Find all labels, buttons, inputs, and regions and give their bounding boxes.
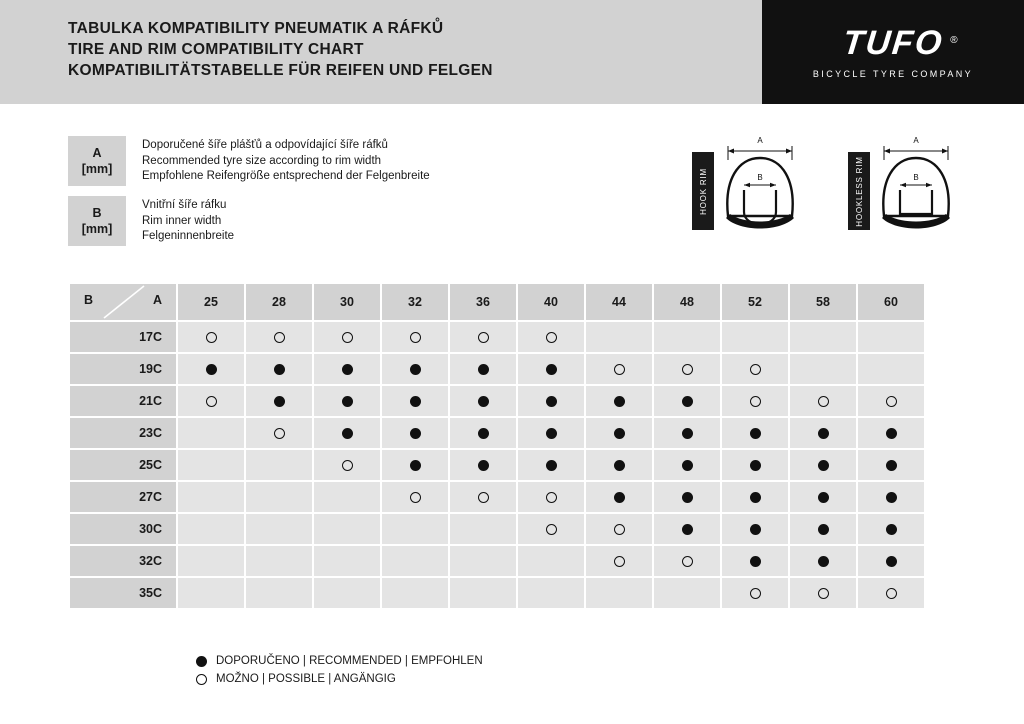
compat-cell xyxy=(518,354,584,384)
rim-label-hookless xyxy=(848,152,870,230)
page-title-cs: TABULKA KOMPATIBILITY PNEUMATIK A RÁFKŮ xyxy=(68,20,444,37)
open-dot-icon xyxy=(818,588,829,599)
filled-dot-icon xyxy=(818,524,829,535)
open-dot-icon xyxy=(614,556,625,567)
open-dot-icon xyxy=(750,364,761,375)
compat-cell xyxy=(382,482,448,512)
compat-cell xyxy=(858,322,924,352)
legend-key-a-unit: [mm] xyxy=(81,162,113,176)
compat-cell xyxy=(858,354,924,384)
filled-dot-icon xyxy=(274,364,285,375)
compat-cell xyxy=(178,546,244,576)
open-dot-icon xyxy=(682,556,693,567)
compat-cell xyxy=(314,546,380,576)
compat-cell xyxy=(518,514,584,544)
filled-dot-icon xyxy=(342,428,353,439)
compat-cell xyxy=(382,354,448,384)
header-titles xyxy=(0,0,762,104)
compat-cell xyxy=(722,354,788,384)
filled-dot-icon xyxy=(818,492,829,503)
rim-label-hookless-text: HOOKLESS RIM xyxy=(854,155,864,227)
open-dot-icon xyxy=(206,396,217,407)
column-header: 48 xyxy=(654,284,720,320)
legend-text-a xyxy=(142,136,430,185)
compat-cell xyxy=(586,578,652,608)
compat-cell xyxy=(858,450,924,480)
filled-dot-icon xyxy=(886,524,897,535)
compat-cell xyxy=(178,578,244,608)
open-dot-icon xyxy=(196,674,207,685)
symbol-legend-possible xyxy=(196,670,483,688)
measurement-legend xyxy=(68,136,430,256)
compat-cell xyxy=(654,322,720,352)
row-header: 32C xyxy=(70,546,176,576)
filled-dot-icon xyxy=(546,460,557,471)
compat-cell xyxy=(178,322,244,352)
filled-dot-icon xyxy=(614,396,625,407)
legend-text-b-de: Felgeninnenbreite xyxy=(142,230,235,242)
open-dot-icon xyxy=(274,332,285,343)
symbol-legend xyxy=(196,652,483,688)
compat-cell xyxy=(246,418,312,448)
filled-dot-icon xyxy=(478,428,489,439)
filled-dot-icon xyxy=(886,556,897,567)
rim-label-hook xyxy=(692,152,714,230)
compat-cell xyxy=(790,386,856,416)
compat-cell xyxy=(246,514,312,544)
compat-cell xyxy=(246,322,312,352)
filled-dot-icon xyxy=(818,460,829,471)
legend-text-a-de: Empfohlene Reifengröße entsprechend der Felgenbreite xyxy=(142,170,430,182)
compat-cell xyxy=(450,354,516,384)
filled-dot-icon xyxy=(750,428,761,439)
legend-key-b xyxy=(68,196,126,246)
corner-label-a: A xyxy=(152,293,162,307)
hook-rim-icon xyxy=(714,130,806,242)
compat-cell xyxy=(790,546,856,576)
compat-cell xyxy=(450,546,516,576)
compat-cell xyxy=(450,482,516,512)
compat-cell xyxy=(858,578,924,608)
compat-cell xyxy=(518,322,584,352)
compat-cell xyxy=(314,514,380,544)
page-title-en: TIRE AND RIM COMPATIBILITY CHART xyxy=(68,41,364,58)
row-header: 30C xyxy=(70,514,176,544)
compat-cell xyxy=(586,482,652,512)
compat-cell xyxy=(314,578,380,608)
compat-cell xyxy=(790,418,856,448)
filled-dot-icon xyxy=(546,428,557,439)
filled-dot-icon xyxy=(682,492,693,503)
filled-dot-icon xyxy=(614,492,625,503)
compat-cell xyxy=(246,354,312,384)
table-row xyxy=(70,546,924,576)
compat-cell xyxy=(586,546,652,576)
compat-cell xyxy=(518,546,584,576)
open-dot-icon xyxy=(478,492,489,503)
compat-cell xyxy=(382,450,448,480)
filled-dot-icon xyxy=(614,460,625,471)
filled-dot-icon xyxy=(410,460,421,471)
compat-cell xyxy=(314,482,380,512)
compat-cell xyxy=(450,386,516,416)
filled-dot-icon xyxy=(682,460,693,471)
compat-cell xyxy=(858,482,924,512)
filled-dot-icon xyxy=(818,428,829,439)
table-row xyxy=(70,450,924,480)
symbol-legend-recommended-label: DOPORUČENO | RECOMMENDED | EMPFOHLEN xyxy=(216,655,483,667)
open-dot-icon xyxy=(274,428,285,439)
compat-cell xyxy=(790,514,856,544)
rim-label-hook-text: HOOK RIM xyxy=(698,167,708,215)
legend-row-a xyxy=(68,136,430,186)
open-dot-icon xyxy=(546,492,557,503)
filled-dot-icon xyxy=(682,524,693,535)
compat-cell xyxy=(654,578,720,608)
open-dot-icon xyxy=(818,396,829,407)
compat-cell xyxy=(314,322,380,352)
compat-cell xyxy=(178,418,244,448)
compat-cell xyxy=(790,578,856,608)
table-row xyxy=(70,482,924,512)
compat-cell xyxy=(178,514,244,544)
symbol-legend-possible-label: MOŽNO | POSSIBLE | ANGÄNGIG xyxy=(216,673,396,685)
column-header: 60 xyxy=(858,284,924,320)
svg-text:B: B xyxy=(757,173,763,182)
column-header: 32 xyxy=(382,284,448,320)
rim-diagram-hook xyxy=(692,130,806,242)
compat-cell xyxy=(518,418,584,448)
compatibility-table xyxy=(68,282,926,610)
filled-dot-icon xyxy=(206,364,217,375)
compat-cell xyxy=(382,514,448,544)
legend-text-b xyxy=(142,196,234,245)
compat-cell xyxy=(382,546,448,576)
compat-cell xyxy=(722,546,788,576)
filled-dot-icon xyxy=(196,656,207,667)
compat-cell xyxy=(586,514,652,544)
column-header: 40 xyxy=(518,284,584,320)
column-header: 44 xyxy=(586,284,652,320)
compat-cell xyxy=(450,418,516,448)
filled-dot-icon xyxy=(478,460,489,471)
compat-cell xyxy=(382,578,448,608)
corner-label-b: B xyxy=(84,293,94,307)
compat-cell xyxy=(246,578,312,608)
legend-row-b xyxy=(68,196,430,246)
compat-cell xyxy=(790,354,856,384)
compat-cell xyxy=(858,514,924,544)
filled-dot-icon xyxy=(546,364,557,375)
compat-cell xyxy=(722,322,788,352)
legend-text-a-en: Recommended tyre size according to rim width xyxy=(142,154,382,167)
column-header: 28 xyxy=(246,284,312,320)
open-dot-icon xyxy=(342,332,353,343)
table-row xyxy=(70,578,924,608)
compat-cell xyxy=(722,514,788,544)
open-dot-icon xyxy=(682,364,693,375)
compat-cell xyxy=(246,482,312,512)
table-row xyxy=(70,514,924,544)
compat-cell xyxy=(382,418,448,448)
table-header-row xyxy=(70,284,924,320)
filled-dot-icon xyxy=(410,428,421,439)
rim-figure-hookless xyxy=(870,130,962,242)
row-header: 27C xyxy=(70,482,176,512)
logo-tagline: BICYCLE TYRE COMPANY xyxy=(812,68,974,79)
svg-text:A: A xyxy=(913,136,919,145)
compat-cell xyxy=(654,514,720,544)
legend-text-b-en: Rim inner width xyxy=(142,214,222,227)
compat-cell xyxy=(858,546,924,576)
compat-cell xyxy=(314,450,380,480)
compat-cell xyxy=(722,418,788,448)
compat-cell xyxy=(586,450,652,480)
compat-cell xyxy=(790,482,856,512)
compat-cell xyxy=(246,450,312,480)
filled-dot-icon xyxy=(478,364,489,375)
rim-diagrams xyxy=(692,130,962,242)
logo-wordmark-text: TUFO xyxy=(840,23,946,62)
logo-wordmark xyxy=(840,23,960,62)
filled-dot-icon xyxy=(274,396,285,407)
logo-registered-mark: ® xyxy=(950,34,960,46)
compat-cell xyxy=(382,322,448,352)
filled-dot-icon xyxy=(886,428,897,439)
table-header xyxy=(70,284,924,320)
svg-text:B: B xyxy=(913,173,919,182)
filled-dot-icon xyxy=(410,396,421,407)
compat-cell xyxy=(518,578,584,608)
compat-cell xyxy=(518,450,584,480)
symbol-legend-recommended xyxy=(196,652,483,670)
compat-cell xyxy=(790,322,856,352)
compat-cell xyxy=(314,354,380,384)
table-corner-header xyxy=(70,284,176,320)
table-row xyxy=(70,322,924,352)
compat-cell xyxy=(790,450,856,480)
table-row xyxy=(70,418,924,448)
legend-key-a-letter: A xyxy=(92,146,102,160)
open-dot-icon xyxy=(886,396,897,407)
compat-cell xyxy=(178,386,244,416)
compat-cell xyxy=(246,386,312,416)
filled-dot-icon xyxy=(750,492,761,503)
compat-cell xyxy=(722,578,788,608)
legend-key-b-unit: [mm] xyxy=(81,222,113,236)
table-body xyxy=(70,322,924,608)
filled-dot-icon xyxy=(614,428,625,439)
compat-cell xyxy=(178,354,244,384)
compat-cell xyxy=(654,482,720,512)
compat-cell xyxy=(518,482,584,512)
hookless-rim-icon xyxy=(870,130,962,242)
open-dot-icon xyxy=(206,332,217,343)
row-header: 21C xyxy=(70,386,176,416)
filled-dot-icon xyxy=(682,428,693,439)
compat-cell xyxy=(654,386,720,416)
row-header: 35C xyxy=(70,578,176,608)
table-row xyxy=(70,354,924,384)
column-header: 25 xyxy=(178,284,244,320)
compat-cell xyxy=(314,418,380,448)
compat-cell xyxy=(654,354,720,384)
open-dot-icon xyxy=(750,588,761,599)
open-dot-icon xyxy=(750,396,761,407)
compat-cell xyxy=(654,450,720,480)
compat-cell xyxy=(654,418,720,448)
row-header: 17C xyxy=(70,322,176,352)
open-dot-icon xyxy=(614,364,625,375)
legend-text-a-cs: Doporučené šíře plášťů a odpovídající šíře ráfků xyxy=(142,139,388,151)
open-dot-icon xyxy=(342,460,353,471)
compat-cell xyxy=(314,386,380,416)
filled-dot-icon xyxy=(546,396,557,407)
filled-dot-icon xyxy=(750,556,761,567)
page-header xyxy=(0,0,1024,104)
column-header: 58 xyxy=(790,284,856,320)
filled-dot-icon xyxy=(478,396,489,407)
compat-cell xyxy=(586,354,652,384)
brand-logo xyxy=(762,0,1024,104)
filled-dot-icon xyxy=(342,364,353,375)
compat-cell xyxy=(586,418,652,448)
compat-cell xyxy=(450,322,516,352)
open-dot-icon xyxy=(886,588,897,599)
compat-cell xyxy=(450,514,516,544)
compatibility-table-wrap xyxy=(68,282,926,610)
rim-diagram-hookless xyxy=(848,130,962,242)
open-dot-icon xyxy=(614,524,625,535)
filled-dot-icon xyxy=(886,492,897,503)
compat-cell xyxy=(858,386,924,416)
page-title-de: KOMPATIBILITÄTSTABELLE FÜR REIFEN UND FELGEN xyxy=(68,62,493,79)
compat-cell xyxy=(654,546,720,576)
filled-dot-icon xyxy=(342,396,353,407)
compat-cell xyxy=(518,386,584,416)
legend-key-a xyxy=(68,136,126,186)
rim-figure-hook xyxy=(714,130,806,242)
compat-cell xyxy=(382,386,448,416)
column-header: 52 xyxy=(722,284,788,320)
filled-dot-icon xyxy=(682,396,693,407)
compat-cell xyxy=(722,386,788,416)
open-dot-icon xyxy=(410,492,421,503)
open-dot-icon xyxy=(478,332,489,343)
filled-dot-icon xyxy=(818,556,829,567)
svg-text:A: A xyxy=(757,136,763,145)
compat-cell xyxy=(246,546,312,576)
compat-cell xyxy=(450,578,516,608)
compat-cell xyxy=(586,386,652,416)
column-header: 36 xyxy=(450,284,516,320)
compat-cell xyxy=(722,482,788,512)
filled-dot-icon xyxy=(750,524,761,535)
row-header: 25C xyxy=(70,450,176,480)
compat-cell xyxy=(858,418,924,448)
compat-cell xyxy=(450,450,516,480)
column-header: 30 xyxy=(314,284,380,320)
row-header: 19C xyxy=(70,354,176,384)
row-header: 23C xyxy=(70,418,176,448)
table-row xyxy=(70,386,924,416)
open-dot-icon xyxy=(546,332,557,343)
filled-dot-icon xyxy=(750,460,761,471)
compat-cell xyxy=(722,450,788,480)
compat-cell xyxy=(178,482,244,512)
open-dot-icon xyxy=(410,332,421,343)
filled-dot-icon xyxy=(886,460,897,471)
legend-text-b-cs: Vnitřní šíře ráfku xyxy=(142,199,227,211)
compat-cell xyxy=(586,322,652,352)
filled-dot-icon xyxy=(410,364,421,375)
compat-cell xyxy=(178,450,244,480)
open-dot-icon xyxy=(546,524,557,535)
legend-key-b-letter: B xyxy=(92,206,102,220)
